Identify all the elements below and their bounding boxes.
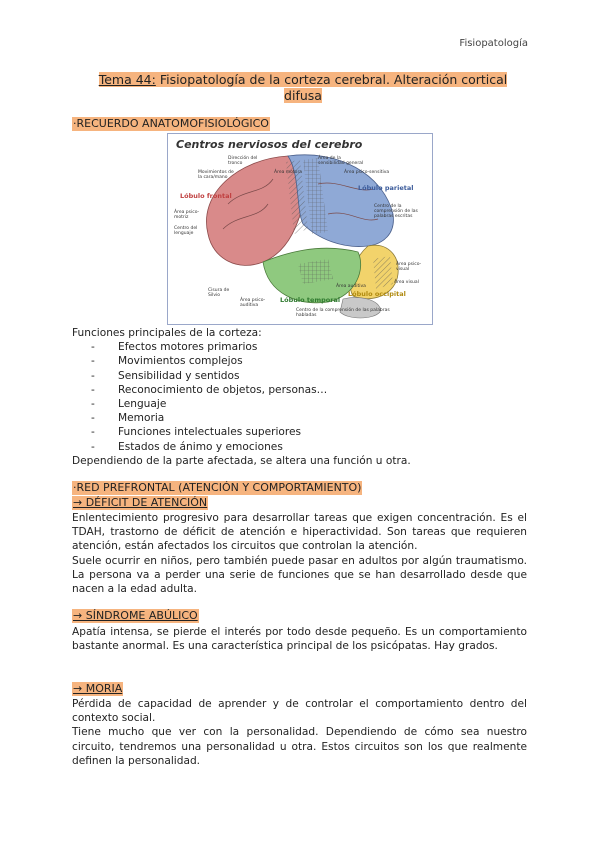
visual-area xyxy=(373,256,393,289)
list-item: - Lenguaje xyxy=(72,397,527,411)
label-frontal-lobe: Lóbulo frontal xyxy=(180,192,232,200)
page-title xyxy=(88,72,518,104)
label-sensibilidad-general: Área de la sensibilidad general xyxy=(318,156,364,166)
label-area-auditiva: Área auditiva xyxy=(336,284,366,289)
title-text: Fisiopatología de la corteza cerebral. Alteración cortical difusa xyxy=(155,72,508,103)
paragraph-text: Pérdida de capacidad de aprender y de controlar el comportamiento dentro del contexto social. xyxy=(72,698,527,725)
label-direccion-tronco: Dirección del tronco xyxy=(228,156,258,166)
list-item: - Movimientos complejos xyxy=(72,354,527,368)
functions-list xyxy=(72,326,527,468)
subheading-moria: → MORIA xyxy=(73,682,123,695)
subheading-sindrome-abulico: → SÍNDROME ABÚLICO xyxy=(73,609,198,622)
label-palabras-habladas: Centro de la comprensión de las palabras habladas xyxy=(296,308,390,318)
label-palabras-escritas: Centro de la comprensión de las palabras escritas xyxy=(374,204,418,219)
label-centro-lenguaje: Centro del lenguaje xyxy=(174,226,198,236)
section-heading-red-prefrontal: ·RED PREFRONTAL (ATENCIÓN Y COMPORTAMIENTO) xyxy=(73,481,362,494)
label-psico-motriz: Área psico-motriz xyxy=(174,210,200,220)
label-psico-auditiva: Área psico-auditiva xyxy=(240,298,266,308)
label-cisura-silvio: Cisura de Silvio xyxy=(208,288,230,298)
figure-title: Centros nerviosos del cerebro xyxy=(176,138,363,151)
label-temporal-lobe: Lóbulo temporal xyxy=(280,296,341,304)
paragraph-text: Enlentecimiento progresivo para desarrollar tareas que exigen concentración. Es el TDAH, trastorno de déficit de atención e hiperactividad. Son tareas que requieren atención, están afectados los circuitos que controlan la atención. xyxy=(72,512,527,553)
label-movimientos-cara: Movimientos de la cara/mano xyxy=(198,170,234,180)
label-area-visual: Área visual xyxy=(394,280,419,285)
label-occipital-lobe: Lóbulo occipital xyxy=(348,290,406,298)
list-item: - Funciones intelectuales superiores xyxy=(72,425,527,439)
title-label: Tema 44: xyxy=(98,72,156,87)
brain-figure xyxy=(167,133,433,325)
label-parietal-lobe: Lóbulo parietal xyxy=(358,184,414,192)
paragraph-text: Tiene mucho que ver con la personalidad. Dependiendo de cómo sea nuestro circuito, tendremos una personalidad u otra. Estos circuitos son los que realmente definen la personalidad. xyxy=(72,726,527,767)
paragraph-text: Apatía intensa, se pierde el interés por todo desde pequeño. Es un comportamiento bastante anormal. Es una característica principal de los psicópatas. Hay grados. xyxy=(72,626,527,653)
paragraph-deficit-atencion xyxy=(72,511,527,596)
list-item: - Reconocimiento de objetos, personas… xyxy=(72,383,527,397)
functions-outro: Dependiendo de la parte afectada, se altera una función u otra. xyxy=(72,454,411,467)
paragraph-moria xyxy=(72,697,527,768)
label-psico-sensitiva: Área psico-sensitiva xyxy=(344,170,390,175)
label-area-motora: Área motora xyxy=(274,170,303,175)
list-item: - Estados de ánimo y emociones xyxy=(72,440,527,454)
list-item: - Efectos motores primarios xyxy=(72,340,527,354)
paragraph-text: Suele ocurrir en niños, pero también puede pasar en adultos por algún traumatismo. La persona va a perder una serie de funciones que se han desarrollado desde que nacen a la edad adulta. xyxy=(72,554,527,596)
label-psico-visual: Área psico-visual xyxy=(396,262,422,272)
header-subject: Fisiopatología xyxy=(459,38,528,49)
list-item: - Sensibilidad y sentidos xyxy=(72,369,527,383)
section-heading-anatomo: ·RECUERDO ANATOMOFISIOLÓGICO xyxy=(73,117,269,130)
list-item: - Memoria xyxy=(72,411,527,425)
subheading-deficit-atencion: → DÉFICIT DE ATENCIÓN xyxy=(73,496,208,509)
paragraph-sindrome-abulico xyxy=(72,625,527,653)
functions-intro: Funciones principales de la corteza: xyxy=(72,327,262,339)
